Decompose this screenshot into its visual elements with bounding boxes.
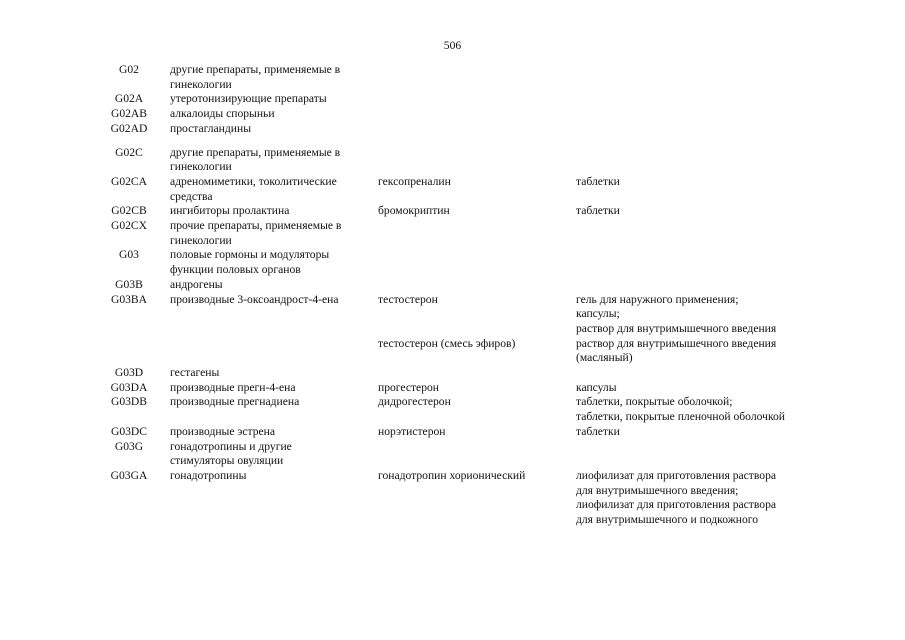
atc-code: G03DB (110, 395, 148, 409)
group-name-line: функции половых органов (170, 263, 301, 277)
dosage-form-line: для внутримышечного и подкожного (576, 513, 759, 527)
atc-code: G03 (119, 248, 139, 262)
atc-code: G02C (115, 145, 143, 159)
table-row (88, 293, 826, 337)
group-name-line: другие препараты, применяемые в (170, 63, 341, 76)
table-row (88, 440, 826, 469)
anatomical-therapeutic-group (170, 395, 378, 410)
group-name-line: андрогены (170, 277, 223, 291)
group-name-line: прочие препараты, применяемые в (170, 219, 342, 233)
table-row (88, 425, 826, 440)
dosage-form (576, 425, 826, 440)
group-name-line: гинекологии (170, 77, 232, 91)
anatomical-therapeutic-group (170, 440, 378, 469)
drug-name: тестостерон (378, 292, 438, 306)
atc-code: G03B (115, 277, 143, 291)
drug-name: норэтистерон (378, 424, 446, 438)
group-name-line: ингибиторы пролактина (170, 204, 290, 218)
atc-code: G02CB (111, 204, 147, 218)
atc-code: G02CA (110, 174, 148, 188)
group-name-line: утеротонизирующие препараты (170, 92, 327, 106)
anatomical-therapeutic-group (170, 175, 378, 204)
table-row (88, 337, 826, 366)
dosage-form (576, 395, 826, 424)
table-row (88, 92, 826, 107)
dosage-form-line: таблетки, покрытые оболочкой; (576, 395, 733, 409)
drug-name: гексопреналин (378, 174, 451, 188)
atc-code: G02AD (110, 121, 148, 135)
anatomical-therapeutic-group (170, 278, 378, 293)
atc-code: G03G (114, 439, 144, 453)
table-row (88, 204, 826, 219)
atc-code: G03GA (110, 468, 148, 482)
drug-name: гонадотропин хорионический (378, 468, 526, 482)
drug-name: бромокриптин (378, 204, 450, 218)
table-row (88, 175, 826, 204)
group-name-line: производные прегнадиена (170, 395, 300, 409)
table-row (88, 381, 826, 396)
anatomical-therapeutic-group (170, 204, 378, 219)
page-number: 506 (443, 39, 462, 52)
dosage-form-line: капсулы (576, 380, 617, 394)
anatomical-therapeutic-group (170, 122, 378, 137)
atc-code: G03D (114, 366, 144, 380)
anatomical-therapeutic-group (170, 425, 378, 440)
anatomical-therapeutic-group (170, 366, 378, 381)
table-row (88, 395, 826, 424)
table-row (88, 219, 826, 248)
dosage-form-line: для внутримышечного введения; (576, 483, 739, 497)
dosage-form (576, 204, 826, 219)
drug-name: дидрогестерон (378, 395, 451, 409)
anatomical-therapeutic-group (170, 381, 378, 396)
table-row (88, 63, 826, 92)
dosage-form-line: таблетки (576, 424, 620, 438)
table-row (88, 146, 826, 175)
dosage-form-line: таблетки (576, 174, 620, 188)
group-name-line: адреномиметики, токолитические (170, 174, 337, 188)
anatomical-therapeutic-group (170, 469, 378, 484)
anatomical-therapeutic-group (170, 63, 378, 92)
table-row (88, 122, 826, 137)
dosage-form-line: таблетки, покрытые пленочной оболочкой (576, 410, 785, 424)
group-name-line: гинекологии (170, 233, 232, 247)
group-name-line: гонадотропины и другие (170, 439, 292, 453)
table-row (88, 469, 826, 528)
drug-name: тестостерон (смесь эфиров) (378, 336, 516, 350)
anatomical-therapeutic-group (170, 92, 378, 107)
dosage-form-line: гель для наружного применения; (576, 292, 739, 306)
group-name-line: другие препараты, применяемые в (170, 145, 341, 159)
dosage-form-line: раствор для внутримышечного введения (576, 336, 777, 350)
anatomical-therapeutic-group (170, 107, 378, 122)
atc-code: G02CX (110, 219, 148, 233)
atc-code: G02 (119, 63, 139, 76)
group-name-line: алкалоиды спорыньи (170, 107, 275, 121)
dosage-form (576, 337, 826, 366)
dosage-form-line: лиофилизат для приготовления раствора (576, 498, 777, 512)
dosage-form (576, 175, 826, 190)
group-name-line: гестагены (170, 366, 220, 380)
drug-name: прогестерон (378, 380, 439, 394)
anatomical-therapeutic-group (170, 219, 378, 248)
atc-code: G02A (114, 92, 144, 106)
atc-code: G03BA (110, 292, 148, 306)
dosage-form (576, 293, 826, 337)
dosage-form-line: (масляный) (576, 351, 633, 365)
dosage-form-line: таблетки (576, 204, 620, 218)
table-row (88, 366, 826, 381)
group-name-line: производные 3-оксоандрост-4-ена (170, 292, 339, 306)
group-name-line: производные прегн-4-ена (170, 380, 296, 394)
group-name-line: гинекологии (170, 160, 232, 174)
group-name-line: гонадотропины (170, 468, 247, 482)
dosage-form-line: капсулы; (576, 307, 620, 321)
table-row (88, 248, 826, 277)
table-row (88, 107, 826, 122)
atc-code: G02AB (110, 107, 148, 121)
group-name-line: простагландины (170, 121, 251, 135)
dosage-form-line: раствор для внутримышечного введения (576, 321, 777, 335)
atc-table (88, 63, 826, 528)
dosage-form (576, 381, 826, 396)
table-row (88, 278, 826, 293)
group-name-line: производные эстрена (170, 424, 276, 438)
dosage-form (576, 469, 826, 528)
atc-code: G03DC (110, 424, 148, 438)
anatomical-therapeutic-group (170, 248, 378, 277)
dosage-form-line: лиофилизат для приготовления раствора (576, 468, 777, 482)
anatomical-therapeutic-group (170, 146, 378, 175)
atc-code: G03DA (110, 380, 148, 394)
anatomical-therapeutic-group (170, 293, 378, 308)
group-name-line: половые гормоны и модуляторы (170, 248, 330, 262)
group-name-line: средства (170, 189, 213, 203)
group-name-line: стимуляторы овуляции (170, 454, 284, 468)
